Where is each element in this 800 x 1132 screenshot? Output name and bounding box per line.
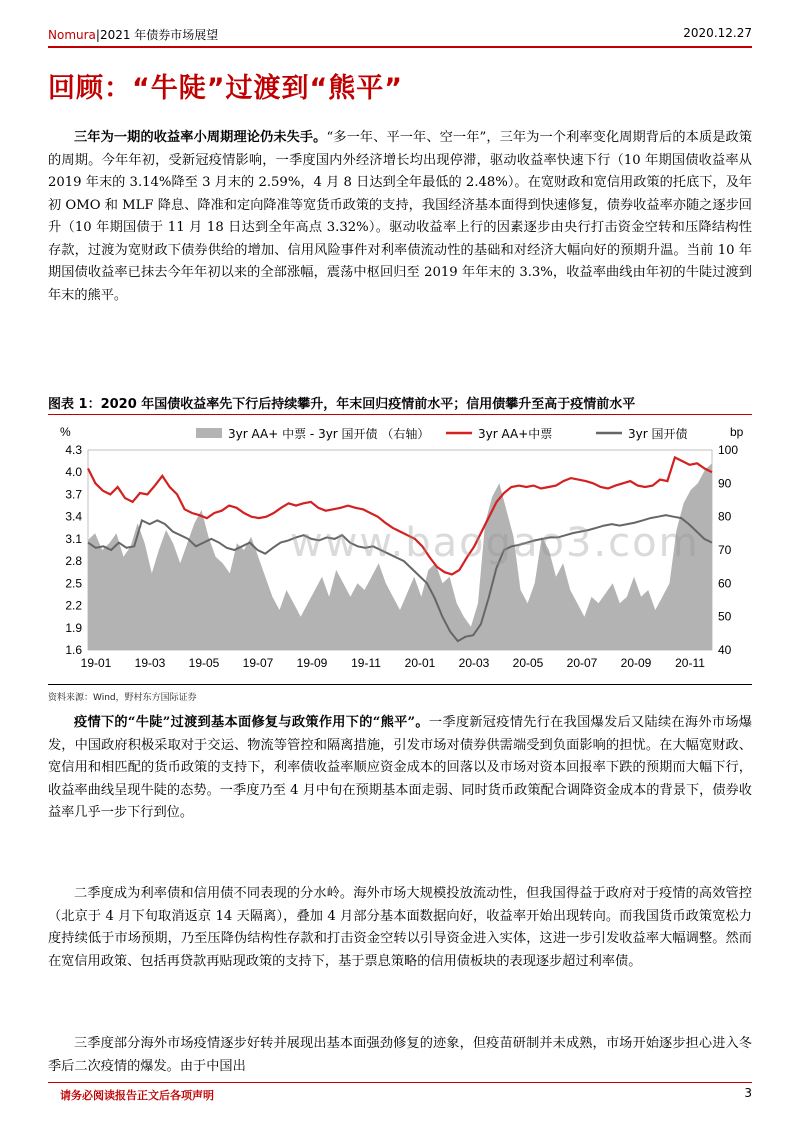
figure-divider [48,414,752,415]
left-tick-label: 3.4 [65,509,82,524]
left-tick-label: 1.9 [65,620,82,635]
paragraph-1-lead: 三年为一期的收益率小周期理论仍未失手。 [74,130,327,145]
left-tick-label: 2.8 [65,554,82,569]
paragraph-2 [48,712,752,825]
source-divider [48,684,752,685]
x-tick-label: 20-07 [566,656,598,670]
paragraph-4: 三季度部分海外市场疫情逐步好转并展现出基本面强劲修复的迹象，但疫苗研制并未成熟，市场开始逐步担心进入冬季后二次疫情的爆发。由于中国出 [48,1036,752,1074]
paragraph-2-body: 一季度新冠疫情先行在我国爆发后又陆续在海外市场爆发，中国政府积极采取对于交运、物流等管控和隔离措施，引发市场对债券供需端受到负面影响的担忧。在大幅宽财政、宽信用和相匹配的货币政策的支持下，利率债收益率顺应资金成本的回落以及市场对资本回报率下跌的预期而大幅下行，收益率曲线呈现牛陡的态势。一季度乃至 4 月中旬在预期基本面走弱、同时货币政策配合调降资金成本的背景下，债券收益率几乎一步下行到位。 [48,715,752,820]
legend-label: 3yr AA+中票 [478,427,553,441]
x-tick-label: 20-11 [675,656,705,670]
x-tick-label: 19-11 [351,656,381,670]
chart-legend [196,426,688,441]
page-number: 3 [744,1086,752,1100]
x-tick-label: 20-09 [620,656,652,670]
right-axis-unit: bp [730,425,744,439]
report-name: |2021 年债券市场展望 [95,28,219,42]
paragraph-1 [48,127,752,307]
left-tick-label: 2.5 [65,576,82,591]
footer-disclaimer: 请务必阅读报告正文后各项声明 [60,1089,214,1102]
paragraph-3: 二季度成为利率债和信用债不同表现的分水岭。海外市场大规模投放流动性，但我国得益于政府对于疫情的高效管控（北京于 4 月下旬取消返京 14 天隔离），叠加 4 月部分基本面数据向好，收益率开始出现转向。而我国货币政策宽松力度持续低于市场预期，乃至压降伪结构性存款和打击资金空转以引导资金进入实体，这进一步引发收益率大幅调整。然而在宽信用政策、包括再贷款再贴现政策的支持下，基于票息策略的信用债板块的表现逐步超过利率债。 [48,886,752,969]
report-date: 2020.12.27 [683,26,752,40]
right-tick-label: 90 [718,476,732,491]
x-tick-label: 19-01 [80,656,112,670]
left-tick-label: 4.3 [65,443,82,457]
right-tick-label: 40 [718,643,732,657]
page-title: 回顾：“牛陡”过渡到“熊平” [48,73,403,104]
right-tick-label: 100 [718,443,739,457]
x-tick-label: 20-05 [512,656,544,670]
left-tick-label: 1.6 [65,643,82,657]
figure-title: 图表 1：2020 年国债收益率先下行后持续攀升，年末回归疫情前水平；信用债攀升至高于疫情前水平 [48,397,636,412]
right-tick-label: 60 [718,576,732,591]
right-tick-label: 50 [718,609,732,624]
legend-swatch-spread [196,428,222,438]
x-tick-label: 19-05 [188,656,220,670]
legend-label: 3yr 国开债 [628,427,688,441]
header-divider [48,46,752,48]
figure-source: 资料来源：Wind，野村东方国际证券 [48,693,197,703]
left-tick-label: 3.1 [65,531,82,546]
right-tick-label: 70 [718,543,732,557]
x-tick-label: 19-03 [134,656,166,670]
x-tick-label: 19-07 [242,656,274,670]
report-header [48,26,218,43]
paragraph-2-lead: 疫情下的“牛陡”过渡到基本面修复与政策作用下的“熊平”。 [74,715,429,730]
left-tick-label: 3.7 [65,487,82,502]
x-tick-label: 20-03 [458,656,490,670]
x-tick-label: 19-09 [296,656,328,670]
paragraph-1-body: “多一年、平一年、空一年”，三年为一个利率变化周期背后的本质是政策的周期。今年年初，受新冠疫情影响，一季度国内外经济增长均出现停滞，驱动收益率快速下行（10 年期国债收益率从 2019 年末的 3.14%降至 3 月末的 2.59%，4 月 8 日达到全年最低的 2.48%）。在宽财政和宽信用政策的托底下，及年初 OMO 和 MLF 降息、降准和定向降准等宽货币政策的支持，我国经济基本面得到快速修复，债券收益率亦随之逐步回升（10 年期国债于 11 月 18 日达到全年高点 3.32%）。驱动收益率上行的因素逐步由央行打击资金空转和压降结构性存款，过渡为宽财政下债券供给的增加、信用风险事件对利率债流动性的基础和对经济大幅向好的预期升温。当前 10 年期国债收益率已抹去今年年初以来的全部涨幅，震荡中枢回归至 2019 年年末的 3.3%，收益率曲线由年初的牛陡过渡到年末的熊平。 [48,130,753,303]
brand-name: Nomura [48,28,96,42]
right-tick-label: 80 [718,509,732,524]
watermark: www.baogao3.com [290,520,700,566]
left-axis-unit: % [60,425,71,439]
left-tick-label: 4.0 [65,465,82,480]
footer-divider [48,1082,752,1083]
legend-label: 3yr AA+ 中票 - 3yr 国开债 （右轴） [228,427,430,441]
x-tick-label: 20-01 [404,656,436,670]
left-tick-label: 2.2 [65,598,82,613]
